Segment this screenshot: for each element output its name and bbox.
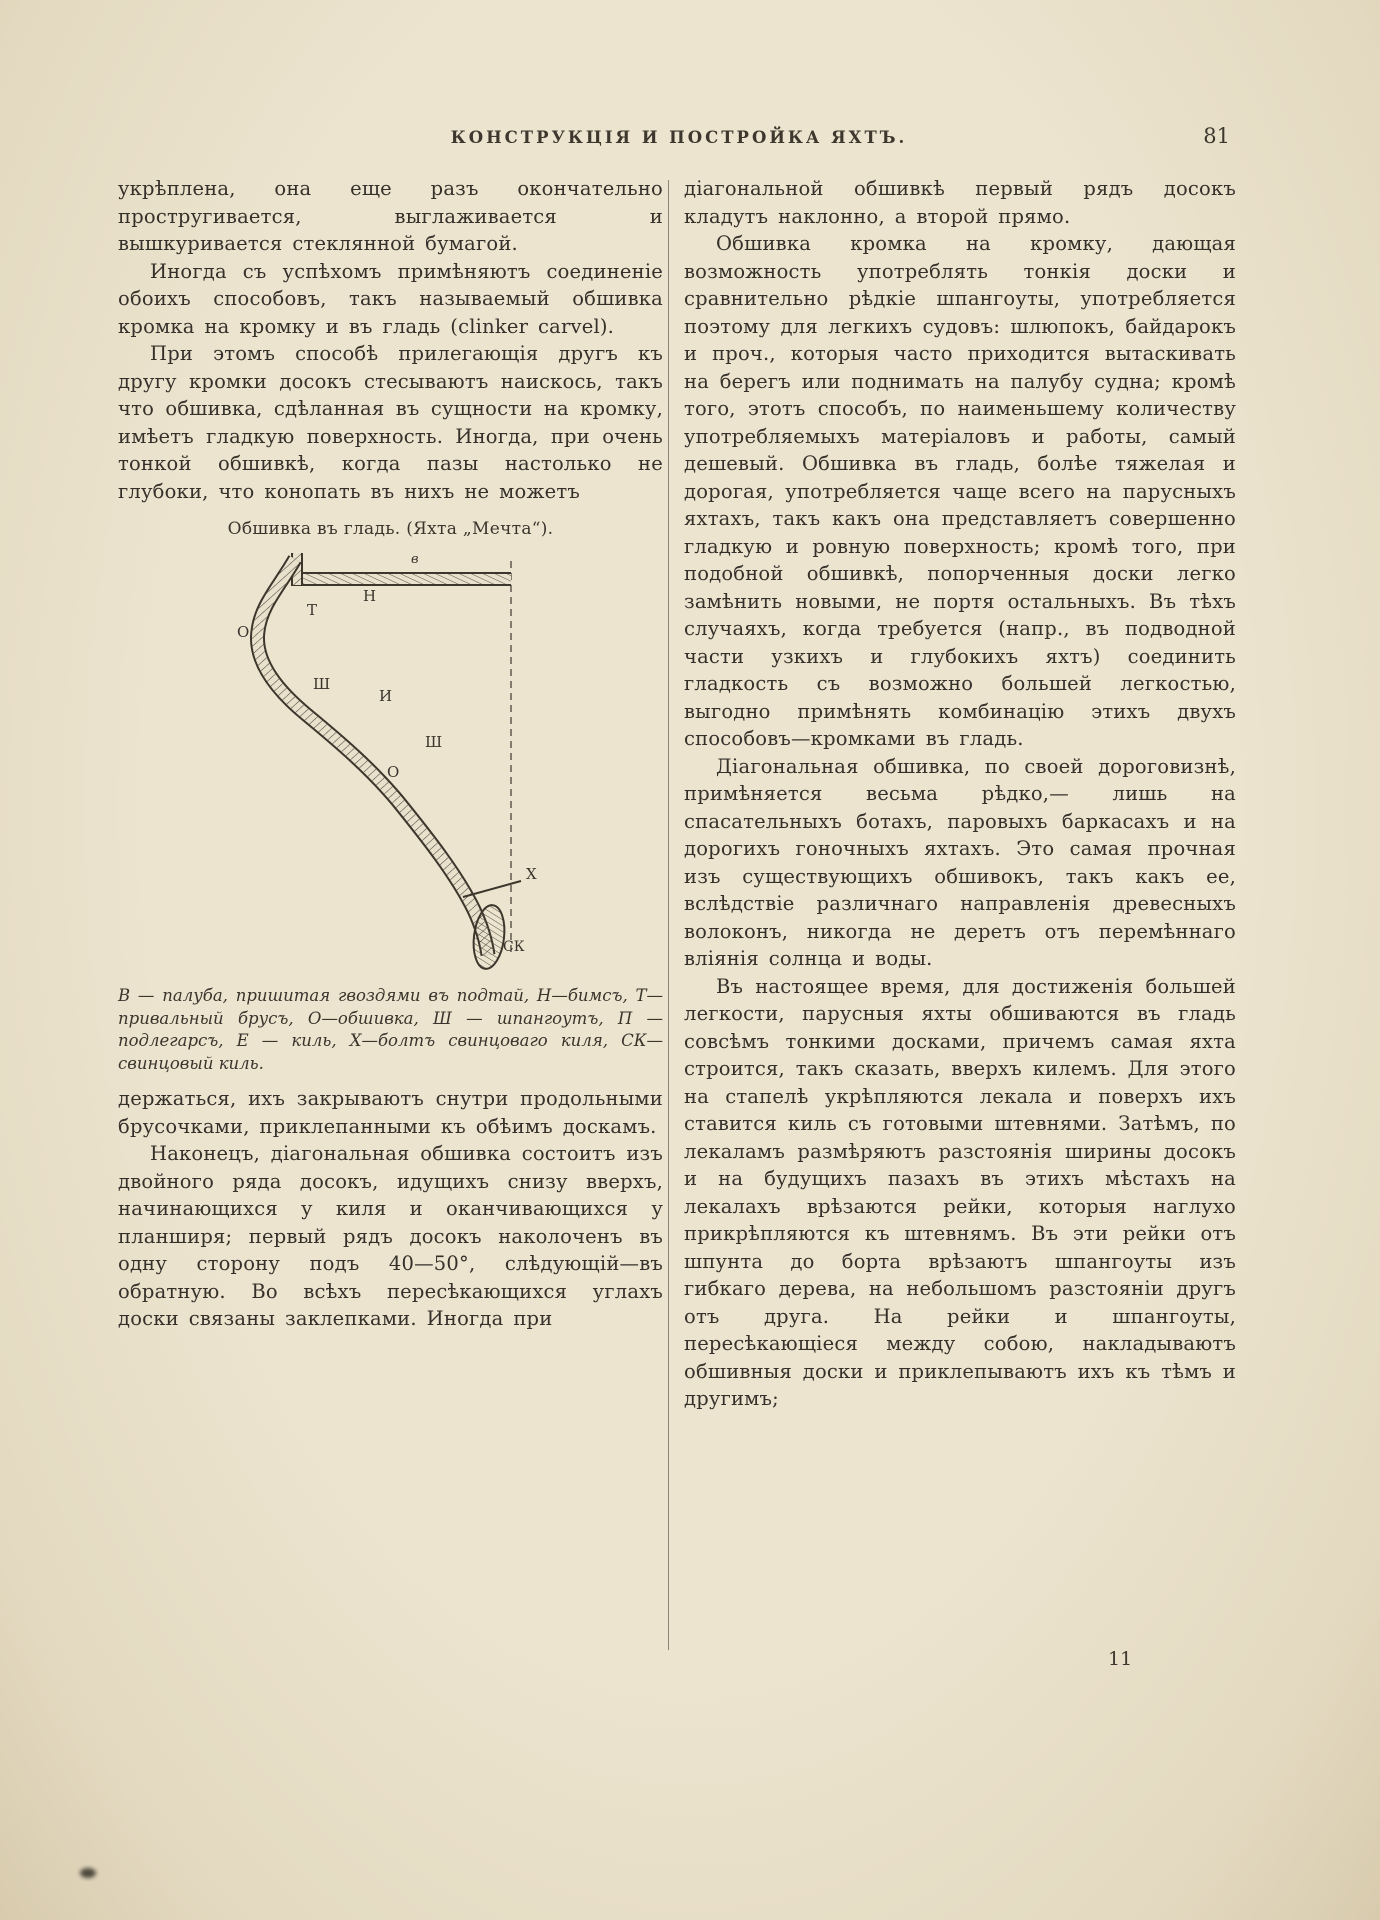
paragraph: діагональной обшивкѣ первый рядъ досокъ кладутъ наклонно, а второй прямо.: [684, 177, 1236, 228]
hull-section-illustration: [221, 545, 561, 975]
column-divider: [668, 180, 669, 1650]
figure-label: О: [386, 763, 399, 781]
paragraph: Въ настоящее время, для достиженія большей легкости, парусныя яхты обшиваются въ гладь совсѣмъ тонкими досками, причемъ самая яхта строится, такъ сказать, вверхъ килемъ. Для этого на стапелѣ укрѣпляются лекала и поверхъ ихъ ставится киль съ готовыми штевнями. Затѣмъ, по лекаламъ размѣряютъ разстоянія ширины досокъ и на будущихъ пазахъ въ этихъ мѣстахъ на лекалахъ врѣзаются рейки, которыя наглухо прикрѣпляются къ штевнямъ. Въ эти рейки отъ шпунта до борта врѣзаютъ шпангоуты изъ гибкаго дерева, на небольшомъ разстояніи другъ отъ друга. На рейки и шпангоуты, пересѣкающіеся между собою, накладываютъ обшивныя доски и приклепываютъ ихъ къ тѣмъ и другимъ;: [684, 974, 1236, 1410]
page-header: [120, 124, 1238, 158]
figure-caption: В — палуба, пришитая гвоздями въ подтай, Н—бимсъ, Т—привальный брусъ, О—обшивка, Ш — шпангоутъ, П — подлегарсъ, Е — киль, Х—болтъ свинцоваго киля, СК—свинцовый киль.: [118, 986, 663, 1073]
figure-label: Т: [306, 601, 317, 619]
paragraph: Иногда съ успѣхомъ примѣняютъ соединеніе обоихъ способовъ, такъ называемый обшивка кромка на кромку и въ гладь (clinker carvel).: [118, 259, 663, 338]
figure-label: И: [378, 687, 392, 705]
figure-label: в: [410, 552, 419, 567]
figure-label: X: [525, 865, 537, 883]
paragraph: укрѣплена, она еще разъ окончательно простругивается, выглаживается и вышкуривается стеклянной бумагой.: [118, 177, 663, 255]
signature-mark: 11: [1108, 1648, 1133, 1670]
paragraph: держаться, ихъ закрываютъ снутри продольными брусочками, приклепанными къ обѣимъ доскамъ.: [118, 1087, 663, 1138]
keel-bolt: [463, 881, 521, 897]
page-number: 81: [1203, 124, 1230, 148]
paragraph: Діагональная обшивка, по своей дороговизнѣ, примѣняется весьма рѣдко,— лишь на спасательныхъ ботахъ, паровыхъ баркасахъ и на дорогихъ гоночныхъ яхтахъ. Это самая прочная изъ существующихъ обшивокъ, такъ какъ ее, вслѣдствіе различнаго направленія древесныхъ волоконъ, никогда не деретъ отъ перемѣннаго вліянія солнца и воды.: [684, 754, 1236, 970]
figure: [118, 519, 663, 1075]
figure-label: Ш: [424, 733, 442, 751]
running-head: КОНСТРУКЦІЯ И ПОСТРОЙКА ЯХТЪ.: [450, 128, 908, 147]
figure-label: О: [236, 623, 249, 641]
figure-label: Ш: [312, 675, 330, 693]
figure-title: Обшивка въ гладь. (Яхта „Мечта“).: [227, 519, 554, 539]
paragraph: Обшивка кромка на кромку, дающая возможность употреблять тонкія доски и сравнительно рѣдкіе шпангоуты, употребляется поэтому для легкихъ судовъ: шлюпокъ, байдарокъ и проч., которыя часто приходится вытаскивать на берегъ или поднимать на палубу судна; кромѣ того, этотъ способъ, по наименьшему количеству употребляемыхъ матеріаловъ и работы, самый дешевый. Обшивка въ гладь, болѣе тяжелая и дорогая, употребляется чаще всего на парусныхъ яхтахъ, такъ какъ она представляетъ совершенно гладкую и ровную поверхность; кромѣ того, при подобной обшивкѣ, попорченныя доски легко замѣнить новыми, не портя остальныхъ. Въ тѣхъ случаяхъ, когда требуется (напр., въ подводной части узкихъ и глубокихъ яхтъ) соединить гладкость съ возможно большей легкостью, выгодно примѣнять комбинацію этихъ двухъ способовъ—кромками въ гладь.: [684, 232, 1236, 750]
paragraph: Наконецъ, діагональная обшивка состоитъ изъ двойного ряда досокъ, идущихъ снизу вверхъ, начинающихся у киля и оканчивающихся у планширя; первый рядъ досокъ наколоченъ въ одну сторону подъ 40—50°, слѣдующій—въ обратную. Во всѣхъ пересѣкающихся углахъ доски связаны заклепками. Иногда при: [118, 1142, 663, 1330]
paragraph: При этомъ способѣ прилегающія другъ къ другу кромки досокъ стесываютъ наискось, такъ что обшивка, сдѣланная въ сущности на кромку, имѣетъ гладкую поверхность. Иногда, при очень тонкой обшивкѣ, когда пазы настолько не глубоки, что конопать въ нихъ не можетъ: [118, 342, 663, 503]
right-column: [684, 175, 1236, 1413]
figure-label: Н: [362, 587, 376, 605]
figure-label: СК: [502, 939, 525, 955]
left-column: [118, 175, 663, 1333]
ink-smudge: [80, 1868, 96, 1878]
